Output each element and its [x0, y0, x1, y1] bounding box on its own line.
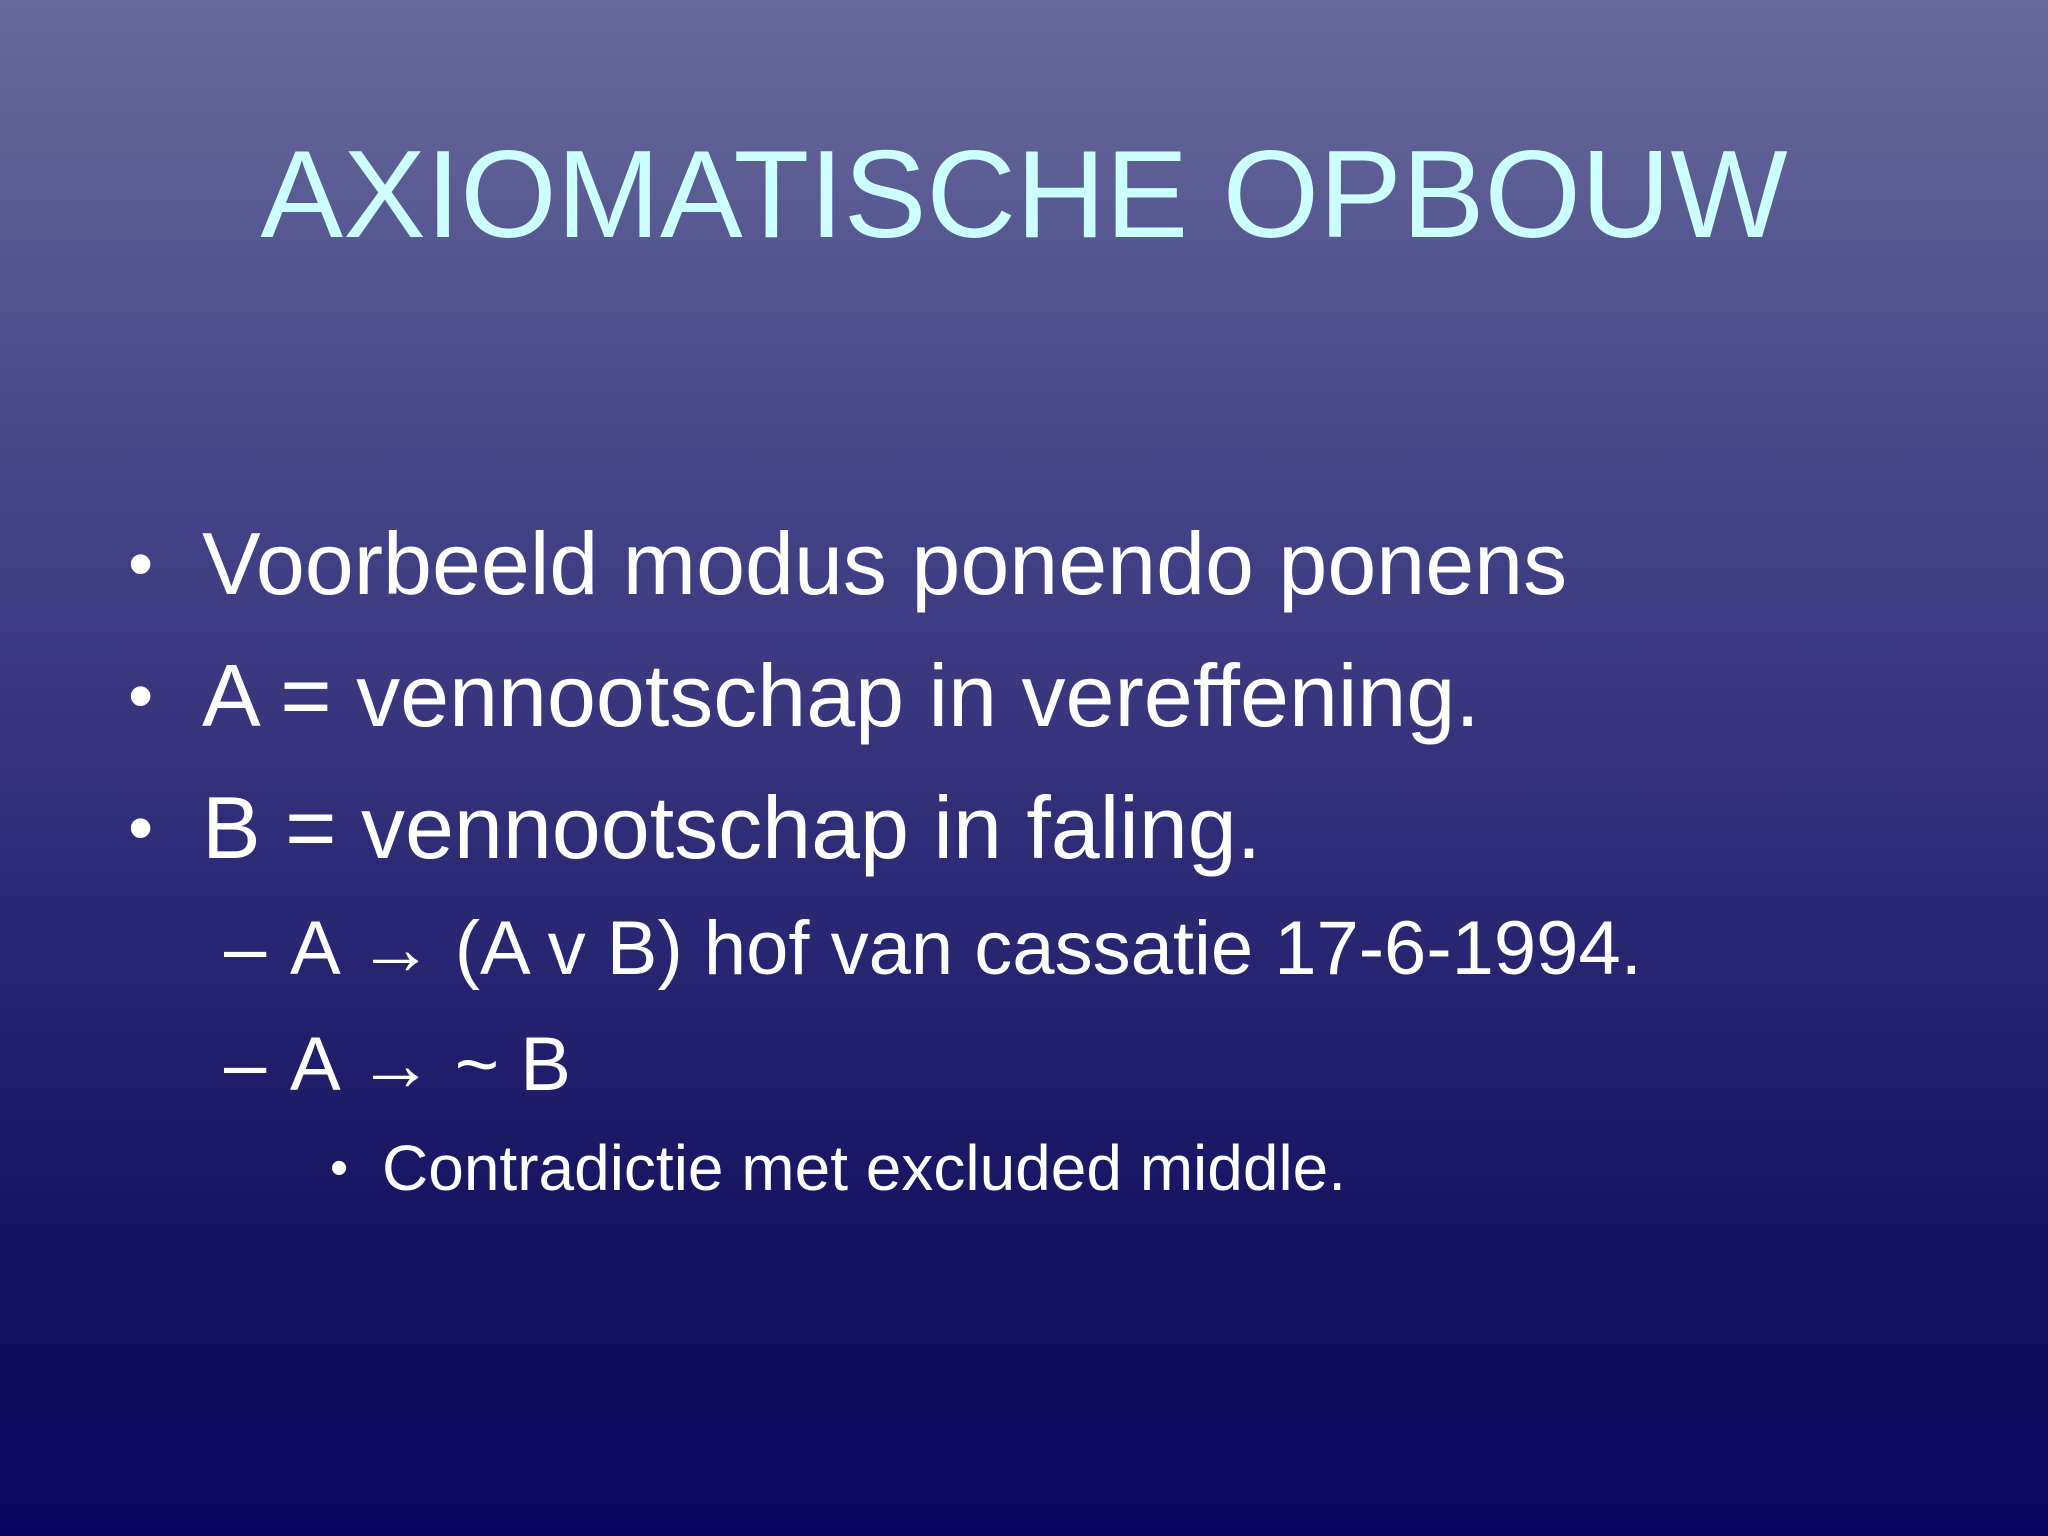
- sub-sub-bullet-item: [330, 1130, 2010, 1206]
- sub-bullet-item: [224, 904, 2004, 994]
- slide-title: AXIOMATISCHE OPBOUW: [260, 126, 1788, 264]
- sub-bullet-text: A → (A v B) hof van cassatie 17-6-1994.: [290, 906, 1642, 991]
- bullet-marker: •: [128, 524, 154, 604]
- bullet-text: B = vennootschap in faling.: [202, 778, 1262, 877]
- bullet-text: A = vennootschap in vereffening.: [202, 646, 1480, 745]
- bullet-item: [128, 778, 1928, 878]
- dash-marker: –: [224, 906, 267, 991]
- bullet-marker: •: [128, 788, 154, 868]
- bullet-text: Voorbeeld modus ponendo ponens: [202, 514, 1568, 613]
- bullet-marker: •: [128, 656, 154, 736]
- sub-sub-bullet-text: Contradictie met excluded middle.: [382, 1132, 1347, 1204]
- dash-marker: –: [224, 1022, 267, 1107]
- bullet-item: [128, 514, 1928, 614]
- sub-bullet-item: [224, 1020, 2004, 1110]
- bullet-marker: •: [330, 1139, 349, 1197]
- bullet-item: [128, 646, 1928, 746]
- sub-bullet-text: A → ~ B: [290, 1022, 571, 1107]
